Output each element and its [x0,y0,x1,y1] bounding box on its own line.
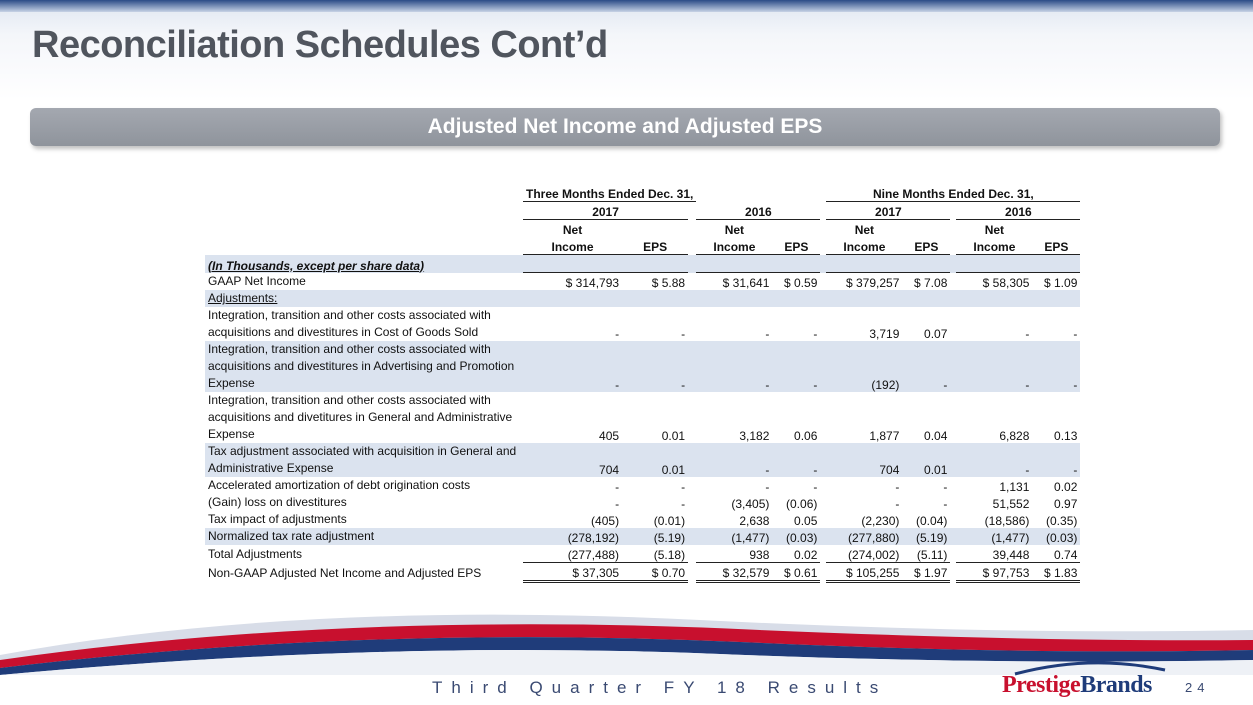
net-income-cell: - [765,480,770,494]
net-income-cell: (277,880) [826,528,902,545]
net-income-cell [696,290,772,307]
footer-caption: Third Quarter FY 18 Results [432,678,888,697]
eps-cell: 0.02 [1054,480,1078,494]
net-income-cell: 6,828 [999,429,1030,443]
col-header-eps: EPS [772,237,820,255]
net-income-cell: (274,002) [826,545,902,563]
net-income-cell: (3,405) [731,497,770,511]
net-income-cell: (2,230) [861,514,900,528]
net-income-cell: 704 [826,443,902,477]
net-income-cell: 938 [696,545,772,563]
eps-cell: - [772,443,820,477]
net-income-cell: (278,192) [523,528,622,545]
net-income-cell: 1,877 [869,429,900,443]
row-label: Adjustments: [205,290,523,307]
net-income-cell: - [696,341,772,392]
eps-cell: (0.03) [1032,528,1080,545]
page-title: Reconciliation Schedules Cont’d [32,24,608,66]
net-income-cell: $ 379,257 [826,273,902,291]
eps-cell: $ 1.83 [1032,563,1080,582]
eps-cell: - [813,327,818,341]
section-banner: Adjusted Net Income and Adjusted EPS [30,108,1220,146]
net-income-cell: - [615,327,620,341]
row-label: Integration, transition and other costs associated with acquisitions and divestitures in Advertising and Promotion Expense [205,341,523,392]
net-income-cell: - [956,443,1032,477]
table-row [205,392,1080,443]
net-income-cell: $ 97,753 [956,563,1032,582]
eps-cell: (0.03) [772,528,820,545]
net-income-cell: 1,131 [999,480,1030,494]
col-header-income: Income [826,237,902,255]
eps-cell: 0.01 [902,443,950,477]
row-label: Tax adjustment associated with acquisition in General and Administrative Expense [205,443,523,477]
eps-cell: (5.19) [902,528,950,545]
eps-cell: 0.13 [1054,429,1078,443]
page-number: 24 [1185,680,1210,695]
net-income-cell: 704 [523,443,622,477]
eps-cell: (5.18) [622,545,688,563]
row-label: Non-GAAP Adjusted Net Income and Adjusted EPS [208,565,482,580]
eps-cell: $ 5.88 [622,273,688,291]
eps-cell: - [622,341,688,392]
net-income-cell: $ 105,255 [826,563,902,582]
net-income-cell: 51,552 [992,497,1030,511]
eps-cell [772,290,820,307]
net-income-cell: - [1025,327,1030,341]
eps-cell [902,290,950,307]
logo-part2: Brands [1080,672,1152,698]
units-label: (In Thousands, except per share data) [205,255,523,273]
row-label: Normalized tax rate adjustment [205,528,523,545]
net-income-cell: - [895,480,900,494]
eps-cell: 0.01 [661,429,686,443]
net-income-cell [956,290,1032,307]
eps-cell: - [1032,341,1080,392]
eps-cell [1032,290,1080,307]
eps-cell: 0.05 [794,514,818,528]
net-income-cell [523,290,622,307]
eps-cell: 0.04 [924,429,948,443]
table-body [205,273,1080,582]
col-header-net: Net [854,223,875,237]
eps-cell: - [1032,443,1080,477]
year-header: 2017 [826,202,950,220]
row-label: Total Adjustments [208,546,303,561]
eps-cell: - [772,341,820,392]
row-label: Integration, transition and other costs associated with acquisitions and divestitures in Cost of Goods Sold [208,308,491,339]
table-row [205,307,1080,341]
eps-cell: $ 1.09 [1032,273,1080,291]
eps-cell: $ 0.59 [772,273,820,291]
table-row [205,290,1080,307]
table-row [205,545,1080,563]
row-label: Integration, transition and other costs associated with acquisitions and divetitures in General and Administrative Expense [208,393,513,441]
row-label: GAAP Net Income [208,274,306,288]
table-row [205,563,1080,582]
row-label: Accelerated amortization of debt origination costs [208,478,471,492]
eps-cell: 0.01 [622,443,688,477]
col-header-eps: EPS [902,237,950,255]
year-header: 2017 [523,202,688,220]
eps-cell: 0.06 [794,429,818,443]
year-header: 2016 [956,202,1080,220]
eps-cell: $ 0.70 [622,563,688,582]
net-income-cell: (1,477) [696,528,772,545]
col-header-income: Income [696,237,772,255]
eps-cell: 0.02 [772,545,820,563]
eps-cell: (0.04) [916,514,948,528]
eps-cell: - [943,497,948,511]
net-income-cell: 2,638 [739,514,770,528]
reconciliation-table [205,184,1080,583]
eps-cell: - [681,497,686,511]
col-header-income: Income [956,237,1032,255]
row-label: Tax impact of adjustments [208,512,347,526]
table-row [205,511,1080,528]
eps-cell: - [1073,327,1078,341]
net-income-cell: (277,488) [523,545,622,563]
net-income-cell: (192) [826,341,902,392]
col-header-net: Net [984,223,1005,237]
net-income-cell: $ 58,305 [956,273,1032,291]
eps-cell [622,290,688,307]
net-income-cell: - [765,327,770,341]
table-row [205,341,1080,392]
net-income-cell: $ 37,305 [523,563,622,582]
col-header-eps: EPS [622,237,688,255]
col-header-net: Net [562,223,583,237]
net-income-cell: (18,586) [984,514,1030,528]
table-row [205,273,1080,291]
net-income-cell: (405) [591,514,620,528]
row-label: (Gain) loss on divestitures [208,495,347,509]
eps-cell: $ 7.08 [902,273,950,291]
net-income-cell: - [615,497,620,511]
eps-cell: - [943,480,948,494]
net-income-cell: 39,448 [956,545,1032,563]
net-income-cell: - [895,497,900,511]
eps-cell: (0.06) [786,497,818,511]
company-logo [1002,672,1152,699]
eps-cell: 0.97 [1054,497,1078,511]
table-row [205,528,1080,545]
period-header-three-months: Three Months Ended Dec. 31, [523,184,696,202]
col-header-net: Net [724,223,745,237]
eps-cell: 0.74 [1032,545,1080,563]
table-row [205,477,1080,494]
eps-cell: (0.35) [1046,514,1078,528]
net-income-cell: $ 32,579 [696,563,772,582]
eps-cell: - [902,341,950,392]
eps-cell: (0.01) [653,514,686,528]
net-income-cell: 405 [599,429,620,443]
eps-cell: - [813,480,818,494]
net-income-cell [826,290,902,307]
table-row [205,494,1080,511]
logo-part1: Prestige [1002,672,1081,698]
net-income-cell: - [956,341,1032,392]
eps-cell: 0.07 [924,327,948,341]
col-header-eps: EPS [1032,237,1080,255]
eps-cell: (5.11) [902,545,950,563]
net-income-cell: - [615,480,620,494]
eps-cell: (5.19) [622,528,688,545]
net-income-cell: $ 31,641 [696,273,772,291]
period-header-nine-months: Nine Months Ended Dec. 31, [826,184,1080,202]
year-header: 2016 [696,202,820,220]
eps-cell: $ 0.61 [772,563,820,582]
eps-cell: - [681,480,686,494]
table-row [205,443,1080,477]
eps-cell: - [681,327,686,341]
col-header-income: Income [523,237,622,255]
eps-cell: $ 1.97 [902,563,950,582]
header-stripe [0,0,1253,12]
net-income-cell: - [523,341,622,392]
net-income-cell: 3,719 [869,327,900,341]
net-income-cell: 3,182 [739,429,770,443]
net-income-cell: (1,477) [956,528,1032,545]
net-income-cell: $ 314,793 [523,273,622,291]
net-income-cell: - [696,443,772,477]
